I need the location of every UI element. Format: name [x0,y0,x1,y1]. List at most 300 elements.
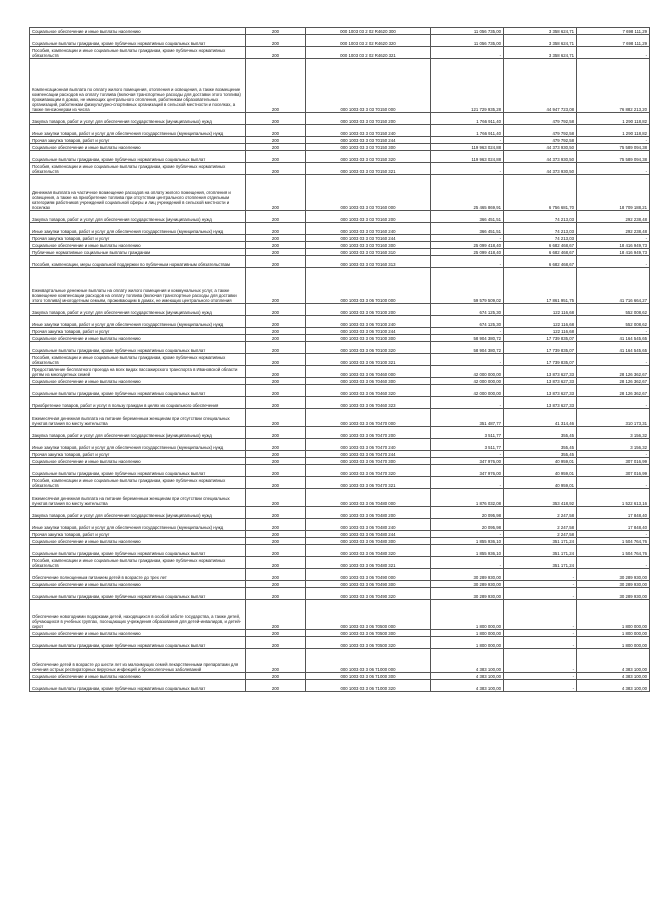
approved-amount-cell: 4 383 100,00 [431,673,504,680]
row-name-cell: Компенсационная выплата по оплату жилого помещения, отопления и освещения, а также возмещение компенсации расходов на оплату топлива (включая транспортные расходы для доставки этого топлива) проживающим в домах, не имеющих центрального отопления, работникам образовательных организаций, работникам физкультурно-спортивных организаций в сельской местности и поселках, а также пенсионерам из числа [30,59,246,113]
approved-amount-cell: 25 099 418,40 [431,249,504,256]
approved-amount-cell: 366 451,51 [431,211,504,223]
row-name-cell: Социальные выплаты гражданам, кроме публичных нормативных социальных выплат [30,680,246,692]
budget-code-cell: 000 1003 03 3 06 70470 321 [306,477,431,489]
budget-code-cell: 000 1003 03 3 06 70500 300 [306,630,431,637]
approved-amount-cell: 25 465 869,91 [431,175,504,211]
row-name-cell: Предоставление бесплатного проезда на всех видах пассажирского транспорта в Ивановской области детям из многодетных семей [30,366,246,378]
row-code-cell: 200 [246,28,306,35]
remaining-amount-cell: - [577,163,650,175]
budget-code-cell: 000 1003 03 2 02 R4620 300 [306,28,431,35]
row-code-cell: 200 [246,328,306,335]
row-code-cell: 200 [246,125,306,137]
budget-code-cell: 000 1003 03 3 03 70150 240 [306,125,431,137]
executed-amount-cell: - [504,600,577,630]
budget-code-cell: 000 1003 03 3 06 70470 320 [306,465,431,477]
remaining-amount-cell: - [577,137,650,144]
row-code-cell: 200 [246,507,306,519]
row-code-cell: 200 [246,427,306,439]
table-row [30,366,650,378]
approved-amount-cell: 347 976,00 [431,458,504,465]
remaining-amount-cell: 76 882 213,20 [577,59,650,113]
executed-amount-cell: 13 873 627,33 [504,378,577,385]
row-code-cell: 200 [246,256,306,268]
row-code-cell: 200 [246,242,306,249]
remaining-amount-cell: 17 848,40 [577,507,650,519]
table-row [30,673,650,680]
executed-amount-cell: - [504,637,577,649]
executed-amount-cell: 355,45 [504,427,577,439]
row-code-cell: 200 [246,637,306,649]
budget-code-cell: 000 1003 03 3 06 70460 320 [306,385,431,397]
remaining-amount-cell: 1 290 118,82 [577,125,650,137]
row-code-cell: 200 [246,151,306,163]
table-row [30,600,650,630]
remaining-amount-cell: 552 008,62 [577,304,650,316]
row-code-cell: 200 [246,304,306,316]
remaining-amount-cell: 1 800 000,00 [577,637,650,649]
row-name-cell: Публичные нормативные социальные выплаты гражданам [30,249,246,256]
table-row [30,557,650,569]
budget-code-cell: 000 1003 03 3 06 70460 000 [306,366,431,378]
approved-amount-cell: 58 904 380,72 [431,342,504,354]
remaining-amount-cell: 1 800 000,00 [577,630,650,637]
remaining-amount-cell: 4 383 100,00 [577,649,650,673]
approved-amount-cell: 1 855 936,10 [431,545,504,557]
remaining-amount-cell: 7 698 111,29 [577,35,650,47]
table-row [30,342,650,354]
row-name-cell: Прочая закупка товаров, работ и услуг [30,328,246,335]
budget-code-cell: 000 1003 03 3 03 70150 000 [306,59,431,113]
budget-code-cell: 000 1003 03 3 06 70100 300 [306,335,431,342]
remaining-amount-cell: 4 383 100,00 [577,680,650,692]
row-name-cell: Пособия, компенсации и иные социальные выплаты гражданам, кроме публичных нормативных обязательств [30,477,246,489]
table-row [30,465,650,477]
approved-amount-cell: 1 800 000,00 [431,637,504,649]
executed-amount-cell: 122 116,68 [504,328,577,335]
table-row [30,354,650,366]
executed-amount-cell: 17 861 951,75 [504,268,577,304]
row-code-cell: 200 [246,113,306,125]
budget-code-cell: 000 1003 03 3 06 70100 320 [306,342,431,354]
approved-amount-cell: - [431,163,504,175]
remaining-amount-cell: 30 289 930,00 [577,581,650,588]
approved-amount-cell: 42 000 000,00 [431,378,504,385]
table-row [30,409,650,427]
row-name-cell: Обеспечение полноценным питанием детей в возрасте до трех лет [30,569,246,581]
approved-amount-cell: 121 729 935,28 [431,59,504,113]
budget-code-cell: 000 1003 03 3 06 70480 244 [306,531,431,538]
table-row [30,637,650,649]
approved-amount-cell: 674 125,30 [431,316,504,328]
row-name-cell: Иные закупки товаров, работ и услуг для обеспечения государственных (муниципальных) нужд [30,519,246,531]
remaining-amount-cell: - [577,397,650,409]
row-name-cell: Пособия, компенсации и иные социальные выплаты гражданам, кроме публичных нормативных обязательств [30,163,246,175]
row-name-cell: Иные закупки товаров, работ и услуг для обеспечения государственных (муниципальных) нужд [30,223,246,235]
executed-amount-cell: 6 682 468,67 [504,249,577,256]
table-row [30,163,650,175]
table-row [30,211,650,223]
approved-amount-cell: 1 766 911,40 [431,125,504,137]
row-code-cell: 200 [246,175,306,211]
approved-amount-cell: 30 289 930,00 [431,588,504,600]
remaining-amount-cell: 1 800 000,00 [577,600,650,630]
executed-amount-cell: - [504,680,577,692]
budget-code-cell: 000 1003 03 3 06 70470 244 [306,451,431,458]
row-code-cell: 200 [246,489,306,507]
remaining-amount-cell: 41 164 545,65 [577,342,650,354]
row-code-cell: 200 [246,439,306,451]
table-row [30,569,650,581]
row-name-cell: Прочая закупка товаров, работ и услуг [30,137,246,144]
row-name-cell: Социальное обеспечение и иные выплаты населению [30,144,246,151]
row-code-cell: 200 [246,223,306,235]
budget-code-cell: 000 1003 03 3 03 70160 310 [306,249,431,256]
remaining-amount-cell: 4 383 100,00 [577,673,650,680]
budget-execution-table [29,27,650,692]
table-row [30,268,650,304]
executed-amount-cell: 44 947 723,08 [504,59,577,113]
approved-amount-cell: 59 579 509,02 [431,268,504,304]
executed-amount-cell: 17 739 835,07 [504,342,577,354]
executed-amount-cell: 41 314,46 [504,409,577,427]
table-body [30,28,650,692]
row-code-cell: 200 [246,531,306,538]
row-code-cell: 200 [246,451,306,458]
row-code-cell: 200 [246,600,306,630]
remaining-amount-cell: 75 589 094,38 [577,151,650,163]
row-code-cell: 200 [246,409,306,427]
executed-amount-cell: 6 756 681,70 [504,175,577,211]
executed-amount-cell: 40 959,01 [504,458,577,465]
table-row [30,385,650,397]
executed-amount-cell: 6 682 468,67 [504,256,577,268]
remaining-amount-cell: 28 126 362,67 [577,385,650,397]
row-name-cell: Обеспечение новогодними подарками детей, находящихся в особой заботе государства, а также детей, обучающихся в учебных группах, посещающих учреждения образования для детей-инвалидов, и детей-сирот [30,600,246,630]
remaining-amount-cell: 552 008,62 [577,316,650,328]
executed-amount-cell: 17 739 835,07 [504,354,577,366]
row-code-cell: 200 [246,385,306,397]
table-row [30,137,650,144]
row-code-cell: 200 [246,354,306,366]
executed-amount-cell: 44 373 930,50 [504,144,577,151]
remaining-amount-cell: 307 016,99 [577,465,650,477]
approved-amount-cell: - [431,477,504,489]
remaining-amount-cell: - [577,235,650,242]
approved-amount-cell: 30 289 930,00 [431,581,504,588]
approved-amount-cell: 20 095,98 [431,519,504,531]
approved-amount-cell: - [431,137,504,144]
remaining-amount-cell: 7 698 111,29 [577,28,650,35]
row-name-cell: Социальные выплаты гражданам, кроме публичных нормативных социальных выплат [30,637,246,649]
approved-amount-cell: - [431,328,504,335]
row-code-cell: 200 [246,673,306,680]
executed-amount-cell: 479 792,58 [504,137,577,144]
row-name-cell: Закупка товаров, работ и услуг для обеспечения государственных (муниципальных) нужд [30,427,246,439]
executed-amount-cell: 122 116,68 [504,316,577,328]
table-row [30,223,650,235]
budget-code-cell: 000 1003 03 3 03 70160 240 [306,223,431,235]
approved-amount-cell: - [431,47,504,59]
row-code-cell: 200 [246,249,306,256]
remaining-amount-cell: 307 016,99 [577,458,650,465]
approved-amount-cell: 4 383 100,00 [431,649,504,673]
remaining-amount-cell: 18 416 949,73 [577,242,650,249]
remaining-amount-cell: - [577,354,650,366]
row-code-cell: 200 [246,680,306,692]
approved-amount-cell: 11 056 735,00 [431,28,504,35]
approved-amount-cell: 351 487,77 [431,409,504,427]
row-name-cell: Иные закупки товаров, работ и услуг для обеспечения государственных (муниципальных) нужд [30,125,246,137]
row-name-cell: Пособия, компенсации и иные социальные выплаты гражданам, кроме публичных нормативных обязательств [30,354,246,366]
remaining-amount-cell: 1 504 764,76 [577,538,650,545]
remaining-amount-cell: 3 156,32 [577,439,650,451]
remaining-amount-cell: - [577,557,650,569]
budget-code-cell: 000 1003 03 3 03 70150 321 [306,163,431,175]
approved-amount-cell: 1 800 000,00 [431,630,504,637]
row-code-cell: 200 [246,538,306,545]
remaining-amount-cell: 292 238,48 [577,211,650,223]
approved-amount-cell: - [431,354,504,366]
row-code-cell: 200 [246,569,306,581]
remaining-amount-cell: 3 156,32 [577,427,650,439]
approved-amount-cell: 11 056 735,00 [431,35,504,47]
table-row [30,144,650,151]
remaining-amount-cell: - [577,531,650,538]
table-row [30,439,650,451]
remaining-amount-cell: 30 289 930,00 [577,569,650,581]
approved-amount-cell: 20 095,98 [431,507,504,519]
executed-amount-cell: 479 792,58 [504,125,577,137]
approved-amount-cell: 3 511,77 [431,439,504,451]
budget-code-cell: 000 1003 03 3 03 70160 313 [306,256,431,268]
approved-amount-cell: 30 289 930,00 [431,569,504,581]
table-row [30,531,650,538]
budget-code-cell: 000 1003 03 3 06 71000 300 [306,673,431,680]
remaining-amount-cell: 292 238,48 [577,223,650,235]
row-code-cell: 200 [246,342,306,354]
budget-code-cell: 000 1003 03 3 06 70490 000 [306,569,431,581]
table-row [30,477,650,489]
executed-amount-cell: 74 213,03 [504,211,577,223]
row-name-cell: Иные закупки товаров, работ и услуг для обеспечения государственных (муниципальных) нужд [30,439,246,451]
budget-code-cell: 000 1003 03 3 03 70150 320 [306,151,431,163]
budget-code-cell: 000 1003 03 3 03 70150 244 [306,137,431,144]
table-row [30,545,650,557]
row-name-cell: Социальные выплаты гражданам, кроме публичных нормативных социальных выплат [30,35,246,47]
table-row [30,489,650,507]
budget-code-cell: 000 1003 03 3 06 70480 320 [306,545,431,557]
remaining-amount-cell: 41 716 664,27 [577,268,650,304]
executed-amount-cell: 351 171,24 [504,545,577,557]
row-name-cell: Пособия, компенсации и иные социальные выплаты гражданам, кроме публичных нормативных обязательств [30,47,246,59]
budget-code-cell: 000 1003 03 3 06 70490 320 [306,588,431,600]
table-row [30,680,650,692]
executed-amount-cell: - [504,588,577,600]
approved-amount-cell: - [431,397,504,409]
row-name-cell: Прочая закупка товаров, работ и услуг [30,451,246,458]
remaining-amount-cell: - [577,451,650,458]
budget-code-cell: 000 1003 03 3 06 70470 200 [306,427,431,439]
executed-amount-cell: - [504,630,577,637]
remaining-amount-cell: 1 504 764,76 [577,545,650,557]
executed-amount-cell: 13 873 627,33 [504,385,577,397]
budget-code-cell: 000 1003 03 3 03 70160 244 [306,235,431,242]
approved-amount-cell: 366 451,51 [431,223,504,235]
table-row [30,35,650,47]
budget-code-cell: 000 1003 03 2 02 R4620 320 [306,35,431,47]
row-name-cell: Социальные выплаты гражданам, кроме публичных нормативных социальных выплат [30,588,246,600]
approved-amount-cell: 58 904 380,72 [431,335,504,342]
remaining-amount-cell: - [577,47,650,59]
executed-amount-cell: 122 116,68 [504,304,577,316]
row-name-cell: Прочая закупка товаров, работ и услуг [30,531,246,538]
row-name-cell: Социальное обеспечение и иные выплаты населению [30,673,246,680]
executed-amount-cell: 44 373 930,50 [504,151,577,163]
executed-amount-cell: 2 247,58 [504,531,577,538]
budget-code-cell: 000 1003 03 3 06 70490 300 [306,581,431,588]
row-code-cell: 200 [246,335,306,342]
row-code-cell: 200 [246,163,306,175]
remaining-amount-cell: 75 589 094,38 [577,144,650,151]
approved-amount-cell: - [431,256,504,268]
executed-amount-cell: 17 739 835,07 [504,335,577,342]
table-row [30,588,650,600]
table-row [30,630,650,637]
budget-code-cell: 000 1003 03 3 03 70160 000 [306,175,431,211]
budget-code-cell: 000 1003 03 3 06 70100 000 [306,268,431,304]
row-code-cell: 200 [246,137,306,144]
table-row [30,113,650,125]
executed-amount-cell: 2 247,58 [504,507,577,519]
row-name-cell: Социальное обеспечение и иные выплаты населению [30,378,246,385]
row-name-cell: Иные закупки товаров, работ и услуг для обеспечения государственных (муниципальных) нужд [30,316,246,328]
table-row [30,175,650,211]
approved-amount-cell: 347 976,00 [431,465,504,477]
row-name-cell: Социальное обеспечение и иные выплаты населению [30,28,246,35]
remaining-amount-cell: 18 709 188,21 [577,175,650,211]
remaining-amount-cell: 30 289 930,00 [577,588,650,600]
table-row [30,151,650,163]
row-code-cell: 200 [246,316,306,328]
executed-amount-cell: 351 171,24 [504,557,577,569]
row-code-cell: 200 [246,588,306,600]
table-row [30,538,650,545]
budget-code-cell: 000 1003 03 3 06 70100 200 [306,304,431,316]
approved-amount-cell: 3 511,77 [431,427,504,439]
remaining-amount-cell: 310 173,31 [577,409,650,427]
row-name-cell: Закупка товаров, работ и услуг для обеспечения государственных (муниципальных) нужд [30,304,246,316]
approved-amount-cell: 42 000 000,00 [431,385,504,397]
row-code-cell: 200 [246,649,306,673]
approved-amount-cell: 119 963 024,88 [431,151,504,163]
executed-amount-cell: 351 171,24 [504,538,577,545]
executed-amount-cell: - [504,581,577,588]
table-row [30,242,650,249]
table-row [30,519,650,531]
table-row [30,125,650,137]
row-code-cell: 200 [246,378,306,385]
remaining-amount-cell: 1 290 118,82 [577,113,650,125]
approved-amount-cell: - [431,451,504,458]
budget-code-cell: 000 1003 03 3 06 70100 321 [306,354,431,366]
budget-code-cell: 000 1003 03 3 06 70100 240 [306,316,431,328]
budget-code-cell: 000 1003 03 3 03 70160 200 [306,211,431,223]
approved-amount-cell: 1 800 000,00 [431,600,504,630]
executed-amount-cell: - [504,673,577,680]
executed-amount-cell: 479 792,58 [504,113,577,125]
row-name-cell: Социальное обеспечение и иные выплаты населению [30,538,246,545]
row-name-cell: Социальное обеспечение и иные выплаты населению [30,242,246,249]
budget-code-cell: 000 1003 03 3 06 71000 000 [306,649,431,673]
row-name-cell: Социальные выплаты гражданам, кроме публичных нормативных социальных выплат [30,385,246,397]
executed-amount-cell: 44 373 930,50 [504,163,577,175]
remaining-amount-cell: 41 164 545,65 [577,335,650,342]
executed-amount-cell: 3 358 624,71 [504,28,577,35]
row-code-cell: 200 [246,545,306,557]
row-name-cell: Социальные выплаты гражданам, кроме публичных нормативных социальных выплат [30,342,246,354]
table-row [30,378,650,385]
row-name-cell: Ежемесячная денежная выплата на питание беременным женщинам при отсутствии специальных пунктов питания по месту жительства [30,489,246,507]
row-code-cell: 200 [246,59,306,113]
budget-code-cell: 000 1003 03 3 06 70470 240 [306,439,431,451]
table-row [30,304,650,316]
approved-amount-cell: 25 099 418,40 [431,242,504,249]
remaining-amount-cell: 28 126 362,67 [577,366,650,378]
table-row [30,397,650,409]
budget-code-cell: 000 1003 03 3 03 70150 300 [306,144,431,151]
row-name-cell: Закупка товаров, работ и услуг для обеспечения государственных (муниципальных) нужд [30,113,246,125]
row-name-cell: Закупка товаров, работ и услуг для обеспечения государственных (муниципальных) нужд [30,507,246,519]
budget-code-cell: 000 1003 03 3 06 70480 300 [306,538,431,545]
executed-amount-cell: 13 873 627,33 [504,366,577,378]
remaining-amount-cell: - [577,256,650,268]
row-name-cell: Социальные выплаты гражданам, кроме публичных нормативных социальных выплат [30,545,246,557]
remaining-amount-cell: - [577,328,650,335]
row-name-cell: Денежная выплата на частичное возмещение расходов на оплату жилого помещения, отопления и освещения, а также на приобретение топлива при отсутствии центрального отопления отдельным категориям работников учреждений социальной сферы и лиц учреждений в сельской местности и поселках [30,175,246,211]
executed-amount-cell: 74 213,03 [504,223,577,235]
approved-amount-cell: 119 963 024,88 [431,144,504,151]
executed-amount-cell: 2 247,58 [504,519,577,531]
executed-amount-cell: 355,45 [504,451,577,458]
row-code-cell: 200 [246,477,306,489]
row-code-cell: 200 [246,465,306,477]
table-row [30,335,650,342]
row-name-cell: Ежемесячная денежная выплата на питание беременным женщинам при отсутствии специальных пунктов питания по месту жительства [30,409,246,427]
row-name-cell: Социальное обеспечение и иные выплаты населению [30,458,246,465]
table-row [30,507,650,519]
row-name-cell: Прочая закупка товаров, работ и услуг [30,235,246,242]
budget-code-cell: 000 1003 03 3 06 70460 323 [306,397,431,409]
row-code-cell: 200 [246,630,306,637]
remaining-amount-cell: 17 848,40 [577,519,650,531]
budget-code-cell: 000 1003 03 3 06 70470 000 [306,409,431,427]
row-code-cell: 200 [246,581,306,588]
approved-amount-cell: 1 876 032,08 [431,489,504,507]
row-name-cell: Социальное обеспечение и иные выплаты населению [30,335,246,342]
table-row [30,328,650,335]
executed-amount-cell: 74 213,03 [504,235,577,242]
approved-amount-cell: - [431,531,504,538]
row-code-cell: 200 [246,397,306,409]
table-row [30,249,650,256]
budget-code-cell: 000 1003 03 3 03 70150 200 [306,113,431,125]
remaining-amount-cell: - [577,477,650,489]
budget-code-cell: 000 1003 03 3 06 70500 000 [306,600,431,630]
approved-amount-cell: - [431,235,504,242]
executed-amount-cell: 3 358 624,71 [504,35,577,47]
table-row [30,235,650,242]
